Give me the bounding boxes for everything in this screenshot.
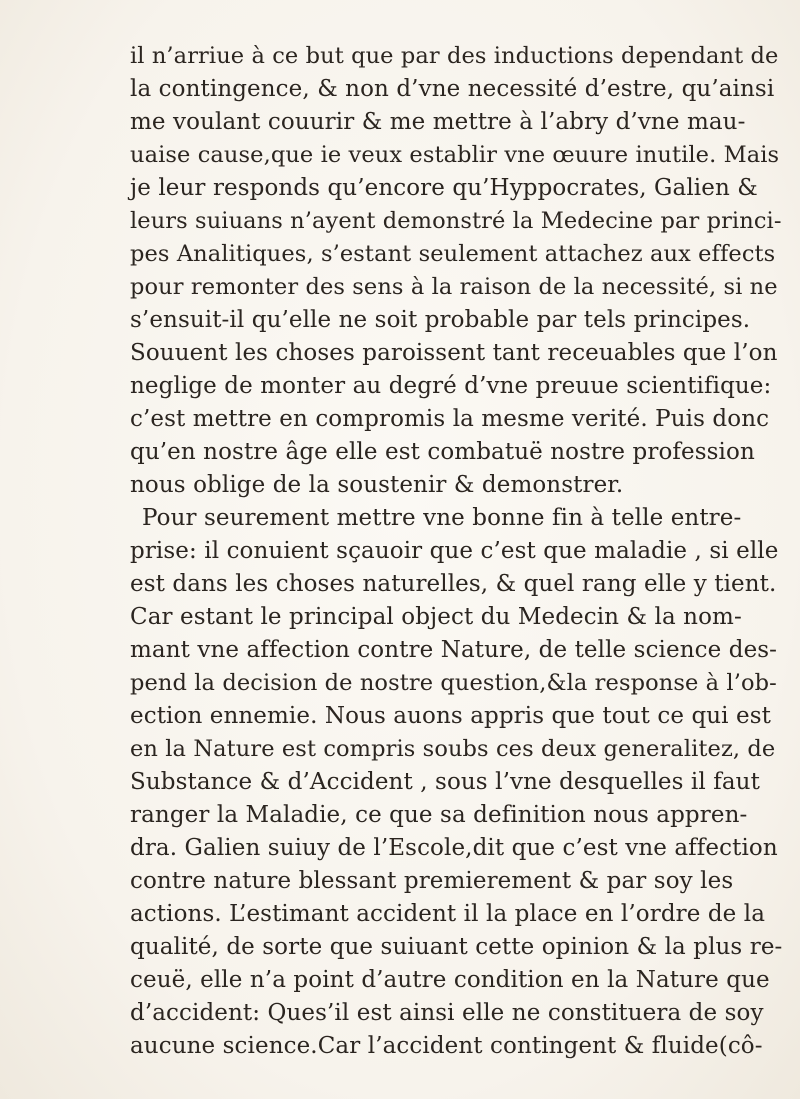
text-line: contre nature blessant premierement & par soy les — [130, 868, 734, 894]
text-line: ceuë, elle n’a point d’autre condition en la Nature que — [130, 967, 770, 993]
text-line: uaise cause,que ie veux establir vne œuure inutile. Mais — [130, 142, 780, 168]
text-line: c’est mettre en compromis la mesme verité. Puis donc — [130, 406, 770, 432]
text-line: qualité, de sorte que suiuant cette opinion & la plus re- — [130, 934, 783, 960]
text-line: Car estant le principal object du Medecin & la nom- — [130, 604, 742, 630]
text-line: prise: il conuient sçauoir que c’est que maladie , si elle — [130, 538, 779, 564]
text-line: ection ennemie. Nous auons appris que tout ce qui est — [130, 703, 772, 729]
text-line: pour remonter des sens à la raison de la necessité, si ne — [130, 274, 778, 300]
text-line: je leur responds qu’encore qu’Hyppocrates, Galien & — [130, 175, 758, 201]
paragraph-start-line: Pour seurement mettre vne bonne fin à telle entre- — [142, 505, 742, 531]
text-line: d’accident: Ques’il est ainsi elle ne constituera de soy — [130, 1000, 764, 1026]
text-line: me voulant couurir & me mettre à l’abry d’vne mau- — [130, 109, 746, 135]
text-line: il n’arriue à ce but que par des inductions dependant de — [130, 43, 779, 69]
text-line: pes Analitiques, s’estant seulement attachez aux effects — [130, 241, 776, 267]
text-line: s’ensuit-il qu’elle ne soit probable par tels principes. — [130, 307, 751, 333]
text-line: ranger la Maladie, ce que sa definition nous appren- — [130, 802, 748, 828]
text-line: nous oblige de la soustenir & demonstrer. — [130, 472, 624, 498]
text-line: la contingence, & non d’vne necessité d’estre, qu’ainsi — [130, 76, 775, 102]
text-line: Souuent les choses paroissent tant receuables que l’on — [130, 340, 778, 366]
text-line: aucune science.Car l’accident contingent & fluide(cô- — [130, 1033, 763, 1059]
text-line: neglige de monter au degré d’vne preuue scientifique: — [130, 373, 772, 399]
text-line: dra. Galien suiuy de l’Escole,dit que c’est vne affection — [130, 835, 778, 861]
text-line: mant vne affection contre Nature, de telle science des- — [130, 637, 778, 663]
text-line: en la Nature est compris soubs ces deux generalitez, de — [130, 736, 776, 762]
text-line: Substance & d’Accident , sous l’vne desquelles il faut — [130, 769, 760, 795]
text-line: pend la decision de nostre question,&la response à l’ob- — [130, 670, 777, 696]
text-line: leurs suiuans n’ayent demonstré la Medecine par princi- — [130, 208, 782, 234]
text-line: actions. L’estimant accident il la place en l’ordre de la — [130, 901, 766, 927]
text-line: est dans les choses naturelles, & quel rang elle y tient. — [130, 571, 777, 597]
text-line: qu’en nostre âge elle est combatuë nostre profession — [130, 439, 755, 465]
